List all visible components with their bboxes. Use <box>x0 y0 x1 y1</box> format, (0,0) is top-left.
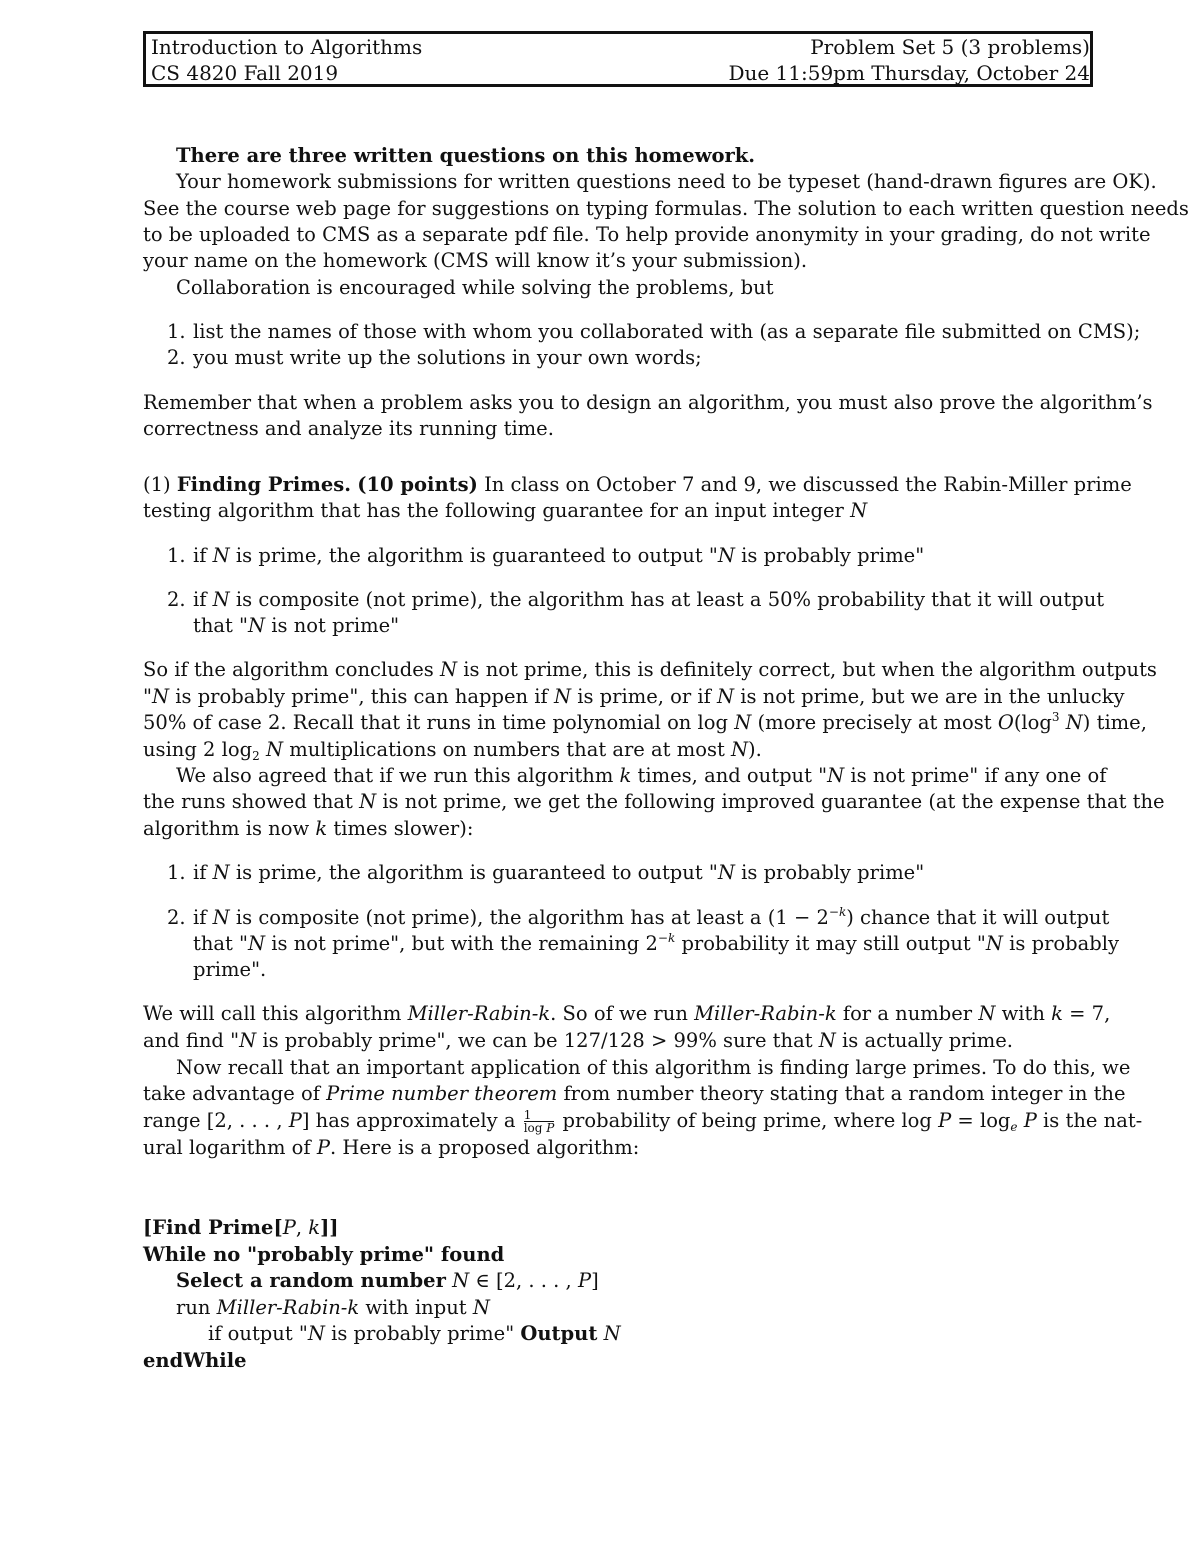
para-call-line-2: and find "N is probably prime", we can be 127/128 > 99% sure that N is actually prime. <box>143 1029 1013 1052</box>
guarantee-2-item-2-cont-1: that "N is not prime", but with the remaining $2^{-k}$ probability it may still output "N is probably <box>193 931 1119 955</box>
intro-p2-line-1: Your homework submissions for written questions need to be typeset (hand-drawn figures are OK). <box>176 170 1157 193</box>
assignment-title: Problem Set 5 (3 problems) <box>810 35 1090 59</box>
guarantee-1-item-1: 1. if N is prime, the algorithm is guaranteed to output "N is probably prime" <box>167 544 925 567</box>
fraction-one-over-log-p: $\frac{1}{\text{log P}}$ <box>523 1108 555 1135</box>
intro-p2-line-4: your name on the homework (CMS will know it’s your submission). <box>143 249 808 272</box>
due-date: Due 11:59pm Thursday, October 24 <box>728 61 1090 85</box>
algorithm-if-output: if output "N is probably prime" Output N <box>208 1322 621 1345</box>
algorithm-select: Select a random number N ∈ [2, . . . , P] <box>176 1269 599 1292</box>
para-recall-line-4: ural logarithm of P. Here is a proposed algorithm: <box>143 1136 640 1159</box>
problem-1-line-2: testing algorithm that has the following guarantee for an input integer N <box>143 499 868 522</box>
intro-p2-line-2: See the course web page for suggestions on typing formulas. The solution to each written question needs <box>143 197 1189 220</box>
rule-item-1: 1. list the names of those with whom you collaborated with (as a separate file submitted on CMS); <box>167 320 1141 343</box>
para-recall-line-3: range [2, . . . , P] has approximately a $\frac{1}{\text{log P}}$ probability of being prime, where $\log P = \log_e P$ is the nat- <box>143 1108 1143 1135</box>
intro-paragraph-3: Collaboration is encouraged while solving the problems, but <box>176 276 774 299</box>
algorithm-endwhile: endWhile <box>143 1349 247 1372</box>
intro-paragraph-1: There are three written questions on this homework. <box>176 144 756 167</box>
guarantee-2-item-2: 2. if N is composite (not prime), the algorithm has at least a $(1 - 2^{-k})$ chance that it will output <box>167 905 1110 929</box>
remember-line-1: Remember that when a problem asks you to design an algorithm, you must also prove the algorithm’s <box>143 391 1153 414</box>
para-so-line-4: using 2 $\log_2 N$ multiplications on numbers that are at most N). <box>143 738 762 763</box>
para-so-line-2: "N is probably prime", this can happen if N is prime, or if N is not prime, but we are in the unlucky <box>143 685 1125 708</box>
guarantee-2-item-2-cont-2: prime". <box>193 958 267 981</box>
para-so-line-3: 50% of case 2. Recall that it runs in time polynomial on log N (more precisely at most $O(\log^3$ N) time, <box>143 710 1147 734</box>
para-agreed-line-2: the runs showed that N is not prime, we get the following improved guarantee (at the expense that the <box>143 790 1165 813</box>
intro-p2-line-3: to be uploaded to CMS as a separate pdf file. To help provide anonymity in your grading, do not write <box>143 223 1151 246</box>
guarantee-1-item-2: 2. if N is composite (not prime), the algorithm has at least a 50% probability that it will output <box>167 588 1105 611</box>
para-agreed-line-1: We also agreed that if we run this algorithm k times, and output "N is not prime" if any one of <box>176 764 1107 787</box>
rule-item-2: 2. you must write up the solutions in your own words; <box>167 346 702 369</box>
problem-1-heading: (1) Finding Primes. (10 points) In class on October 7 and 9, we discussed the Rabin-Miller prime <box>143 473 1132 496</box>
course-name: Introduction to Algorithms <box>151 35 423 59</box>
algorithm-while: While no "probably prime" found <box>143 1243 505 1266</box>
algorithm-run: run Miller-Rabin-k with input N <box>176 1296 490 1319</box>
guarantee-2-item-1: 1. if N is prime, the algorithm is guaranteed to output "N is probably prime" <box>167 861 925 884</box>
para-recall-line-1: Now recall that an important application of this algorithm is finding large primes. To do this, we <box>176 1056 1131 1079</box>
course-term: CS 4820 Fall 2019 <box>151 61 339 85</box>
guarantee-1-item-2-cont: that "N is not prime" <box>193 614 400 637</box>
para-call-line-1: We will call this algorithm Miller-Rabin-k. So of we run Miller-Rabin-k for a number N with k = 7, <box>143 1002 1111 1025</box>
para-recall-line-2: take advantage of Prime number theorem from number theory stating that a random integer in the <box>143 1082 1126 1105</box>
para-so-line-1: So if the algorithm concludes N is not prime, this is definitely correct, but when the algorithm outputs <box>143 658 1157 681</box>
remember-line-2: correctness and analyze its running time. <box>143 417 554 440</box>
algorithm-title: [Find Prime[P, k]] <box>143 1216 339 1239</box>
para-agreed-line-3: algorithm is now k times slower): <box>143 817 474 840</box>
